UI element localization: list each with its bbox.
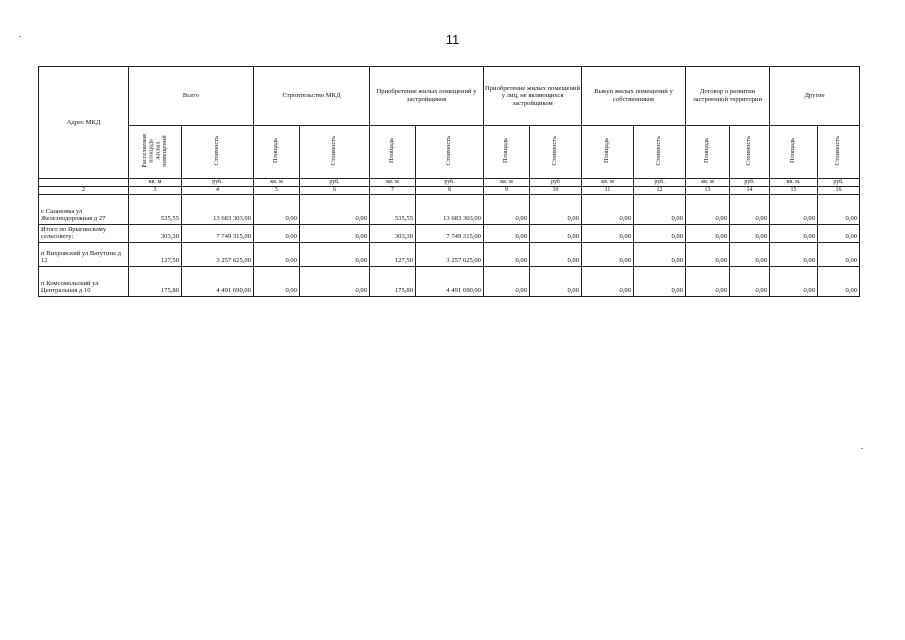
column-number: 16 [818, 187, 860, 195]
value-cell: 0,00 [300, 195, 370, 225]
value-cell: 0,00 [582, 243, 634, 267]
group-header: Договор о развитии застроенной территории [686, 67, 770, 126]
column-number: 11 [582, 187, 634, 195]
value-cell: 0,00 [254, 267, 300, 297]
units-cell: кв. м [484, 179, 530, 187]
column-number: 7 [370, 187, 416, 195]
sub-header: Стоимость [730, 126, 770, 179]
value-cell: 0,00 [484, 267, 530, 297]
sub-header: Стоимость [300, 126, 370, 179]
column-number: 4 [182, 187, 254, 195]
group-header: Всего [129, 67, 254, 126]
page-number: 11 [445, 32, 460, 47]
units-cell: руб. [300, 179, 370, 187]
value-cell: 303,30 [370, 225, 416, 243]
value-cell: 0,00 [634, 267, 686, 297]
value-cell: 3 257 625,00 [416, 243, 484, 267]
units-cell: кв. м [582, 179, 634, 187]
resettlement-table [38, 66, 860, 297]
value-cell: 0,00 [770, 225, 818, 243]
value-cell: 0,00 [686, 195, 730, 225]
value-cell: 0,00 [634, 195, 686, 225]
column-number: 13 [686, 187, 730, 195]
value-cell: 0,00 [254, 225, 300, 243]
value-cell: 0,00 [818, 195, 860, 225]
value-cell: 0,00 [582, 195, 634, 225]
sub-header: Расселяемая площадь жилых помещений [129, 126, 182, 179]
value-cell: 7 749 315,00 [182, 225, 254, 243]
units-cell: кв. м [686, 179, 730, 187]
sub-header: Стоимость [818, 126, 860, 179]
column-number: 6 [300, 187, 370, 195]
value-cell: 175,80 [370, 267, 416, 297]
units-cell: кв. м [129, 179, 182, 187]
sub-header: Стоимость [634, 126, 686, 179]
value-cell: 127,50 [129, 243, 182, 267]
column-number-row [39, 187, 860, 195]
value-cell: 0,00 [770, 243, 818, 267]
sub-header: Площадь [686, 126, 730, 179]
value-cell: 0,00 [530, 243, 582, 267]
scan-speck [19, 36, 21, 37]
value-cell: 0,00 [818, 243, 860, 267]
value-cell: 0,00 [770, 267, 818, 297]
value-cell: 0,00 [530, 225, 582, 243]
value-cell: 13 683 303,00 [416, 195, 484, 225]
units-cell: руб. [818, 179, 860, 187]
value-cell: 0,00 [634, 225, 686, 243]
column-number: 5 [254, 187, 300, 195]
value-cell: 0,00 [484, 195, 530, 225]
address-cell: Итого по Ярыгинскому сельсовету: [39, 225, 129, 243]
table-row [39, 195, 860, 225]
column-number: 10 [530, 187, 582, 195]
sub-header: Стоимость [182, 126, 254, 179]
column-number: 12 [634, 187, 686, 195]
value-cell: 4 491 690,00 [416, 267, 484, 297]
value-cell: 0,00 [254, 243, 300, 267]
value-cell: 0,00 [770, 195, 818, 225]
value-cell: 0,00 [730, 225, 770, 243]
group-header: Приобретение жилых помещений у застройщиков [370, 67, 484, 126]
value-cell: 0,00 [300, 267, 370, 297]
units-cell: руб [530, 179, 582, 187]
value-cell: 0,00 [530, 267, 582, 297]
address-cell: п Вихровский ул Ватутина д 12 [39, 243, 129, 267]
sub-header: Стоимость [530, 126, 582, 179]
value-cell: 535,55 [370, 195, 416, 225]
value-cell: 0,00 [818, 225, 860, 243]
sub-header: Площадь [770, 126, 818, 179]
units-cell: руб. [182, 179, 254, 187]
value-cell: 13 683 303,00 [182, 195, 254, 225]
column-number: 3 [129, 187, 182, 195]
column-number: 15 [770, 187, 818, 195]
table-row [39, 225, 860, 243]
sub-header-row [39, 126, 860, 179]
units-row [39, 179, 860, 187]
value-cell: 127,50 [370, 243, 416, 267]
value-cell: 0,00 [300, 243, 370, 267]
sub-header: Площадь [582, 126, 634, 179]
value-cell: 0,00 [530, 195, 582, 225]
sub-header: Площадь [254, 126, 300, 179]
units-cell [39, 179, 129, 187]
units-cell: руб. [730, 179, 770, 187]
value-cell: 3 257 625,00 [182, 243, 254, 267]
column-number: 2 [39, 187, 129, 195]
value-cell: 0,00 [300, 225, 370, 243]
value-cell: 175,80 [129, 267, 182, 297]
group-header: Приобретение жилых помещений у лиц, не являющихся застройщиком [484, 67, 582, 126]
value-cell: 535,55 [129, 195, 182, 225]
group-header: Другие [770, 67, 860, 126]
value-cell: 0,00 [582, 225, 634, 243]
value-cell: 0,00 [730, 243, 770, 267]
column-number: 8 [416, 187, 484, 195]
units-cell: руб. [416, 179, 484, 187]
address-cell: п Комсомольский ул Центральная д 10 [39, 267, 129, 297]
group-header: Выкуп жилых помещений у собственников [582, 67, 686, 126]
column-number: 9 [484, 187, 530, 195]
value-cell: 0,00 [254, 195, 300, 225]
units-cell: руб. [634, 179, 686, 187]
value-cell: 0,00 [730, 267, 770, 297]
units-cell: кв. м. [770, 179, 818, 187]
column-number: 14 [730, 187, 770, 195]
value-cell: 0,00 [686, 267, 730, 297]
sub-header: Площадь [484, 126, 530, 179]
sub-header: Площадь [370, 126, 416, 179]
value-cell: 7 749 315,00 [416, 225, 484, 243]
address-cell: с Сазановка ул Железнодорожная д 27 [39, 195, 129, 225]
table-row [39, 267, 860, 297]
value-cell: 0,00 [818, 267, 860, 297]
value-cell: 0,00 [634, 243, 686, 267]
value-cell: 0,00 [730, 195, 770, 225]
value-cell: 303,30 [129, 225, 182, 243]
table-row [39, 243, 860, 267]
units-cell: кв. м [254, 179, 300, 187]
value-cell: 0,00 [484, 243, 530, 267]
scan-speck [861, 448, 863, 449]
group-header-row [39, 67, 860, 126]
value-cell: 0,00 [686, 243, 730, 267]
value-cell: 0,00 [484, 225, 530, 243]
units-cell: кв. м [370, 179, 416, 187]
address-header: Адрес МКД [39, 67, 129, 179]
sub-header: Стоимость [416, 126, 484, 179]
value-cell: 0,00 [686, 225, 730, 243]
group-header: Строительство МКД [254, 67, 370, 126]
value-cell: 0,00 [582, 267, 634, 297]
value-cell: 4 491 690,00 [182, 267, 254, 297]
